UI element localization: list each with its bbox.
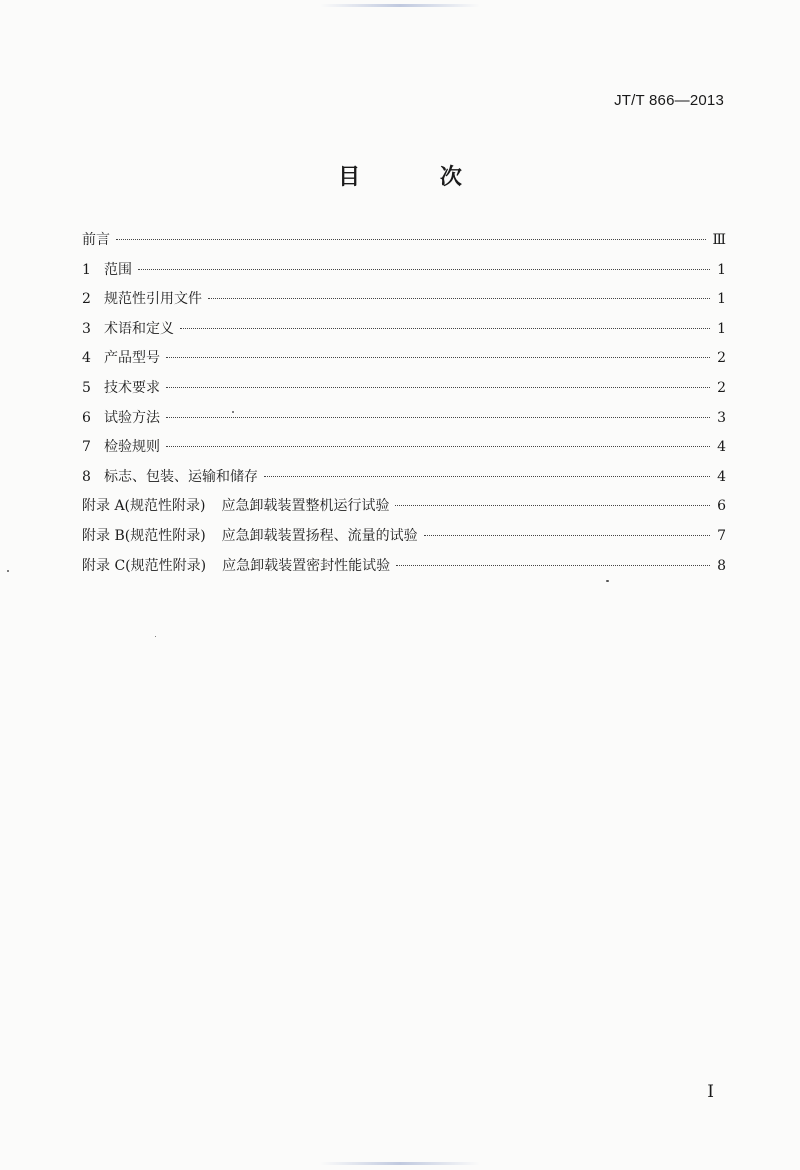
toc-annex-label: 附录 A(规范性附录) [82,498,206,515]
toc-entry-page: 3 [717,409,726,426]
toc-leader-dots [264,476,710,477]
toc-annex-title: 应急卸载装置扬程、流量的试验 [221,527,418,544]
toc-entry-foreword[interactable] [82,229,726,259]
bottom-watermark-strip [320,1162,480,1165]
toc-entry-page: 6 [717,498,726,515]
toc-entry-label: 规范性引用文件 [104,291,202,308]
toc-entry-page: 2 [717,350,726,367]
scan-speck [7,570,9,572]
top-watermark-strip [320,4,480,7]
toc-entry-label: 产品型号 [104,350,160,367]
toc-leader-dots [116,239,706,240]
toc-annex-a[interactable] [82,495,726,525]
toc-leader-dots [180,328,710,329]
toc-entry-number: 1 [82,261,91,278]
toc-leader-dots [208,298,710,299]
toc-leader-dots [396,565,710,566]
toc-annex-label: 附录 C(规范性附录) [82,557,207,574]
toc-entry-number: 5 [82,379,91,396]
toc-leader-dots [424,535,710,536]
toc-entry-1[interactable] [82,259,726,289]
toc-annex-title: 应急卸载装置整机运行试验 [221,498,390,515]
toc-entry-number: 8 [82,468,91,485]
toc-annex-c[interactable] [82,555,726,585]
scan-speck [232,411,234,413]
toc-leader-dots [138,269,710,270]
toc-annex-label: 附录 B(规范性附录) [82,527,206,544]
toc-entry-page: 8 [717,557,726,574]
toc-entry-page: 7 [717,527,726,544]
toc-leader-dots [395,505,710,506]
toc-entry-4[interactable] [82,347,726,377]
toc-annex-title: 应急卸载装置密封性能试验 [222,557,391,574]
toc-title: 目 次 [338,165,498,190]
toc-entry-2[interactable] [82,288,726,318]
toc-entry-label: 试验方法 [104,409,160,426]
table-of-contents [82,229,726,584]
toc-entry-label: 术语和定义 [104,320,174,337]
toc-entry-page: Ⅲ [712,232,726,248]
toc-entry-page: 1 [717,261,726,278]
toc-entry-label: 前言 [82,232,110,248]
toc-entry-7[interactable] [82,436,726,466]
toc-entry-number: 3 [82,320,91,337]
toc-entry-3[interactable] [82,318,726,348]
toc-leader-dots [166,446,710,447]
toc-entry-page: 4 [717,439,726,456]
toc-entry-number: 7 [82,439,91,456]
toc-annex-b[interactable] [82,525,726,555]
toc-entry-page: 1 [717,291,726,308]
toc-entry-number: 4 [82,350,91,367]
toc-entry-page: 2 [717,379,726,396]
toc-leader-dots [166,387,710,388]
toc-entry-page: 4 [717,468,726,485]
page-number: I [707,1082,714,1102]
scan-speck [155,636,156,637]
standard-code: JT/T 866—2013 [614,92,724,109]
toc-leader-dots [166,357,710,358]
toc-leader-dots [166,417,710,418]
toc-entry-number: 2 [82,291,91,308]
toc-entry-8[interactable] [82,466,726,496]
toc-entry-number: 6 [82,409,91,426]
scan-speck [606,580,609,582]
toc-entry-6[interactable] [82,407,726,437]
toc-entry-5[interactable] [82,377,726,407]
toc-entry-page: 1 [717,320,726,337]
toc-entry-label: 技术要求 [104,379,160,396]
toc-entry-label: 检验规则 [104,439,160,456]
toc-entry-label: 标志、包装、运输和储存 [104,468,258,485]
toc-entry-label: 范围 [104,261,132,278]
